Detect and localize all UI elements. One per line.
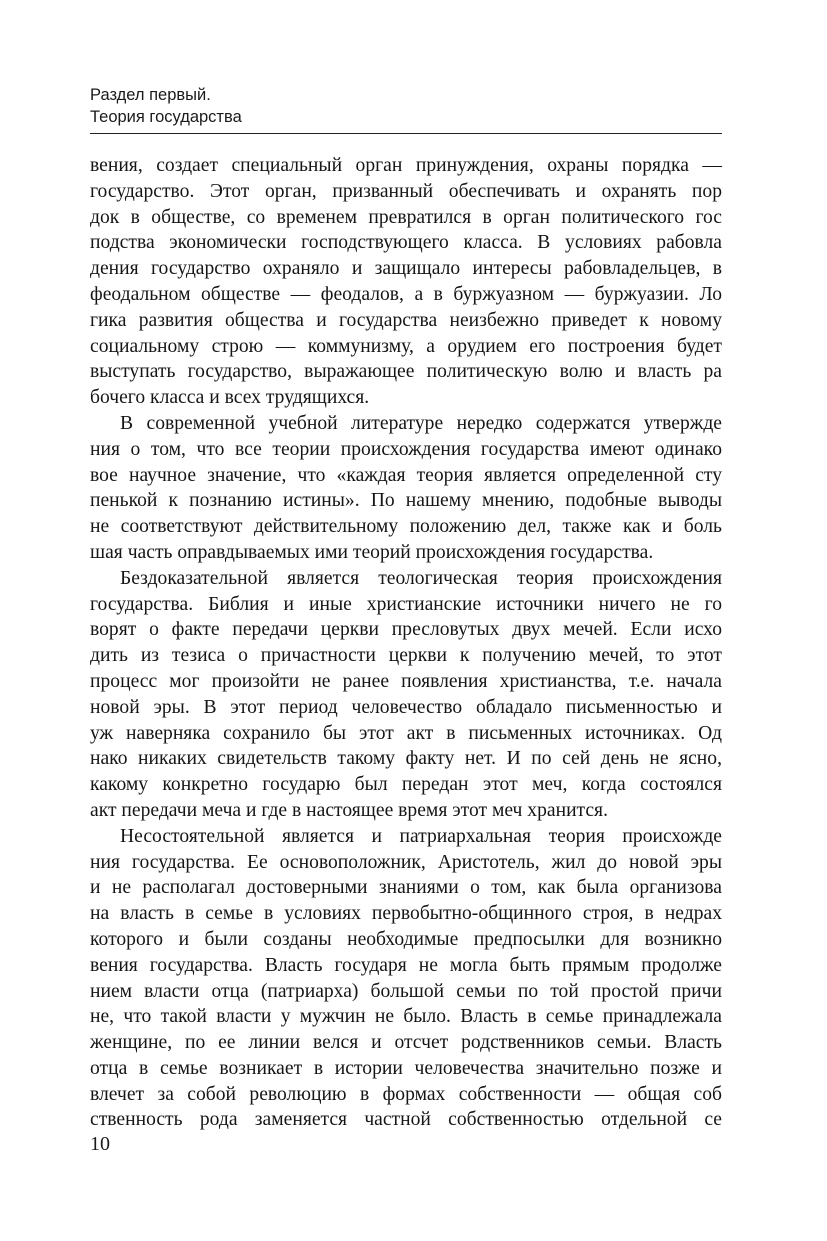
text-line: нако никаких свидетельств такому факту нет. И по сей день не ясно, <box>90 748 722 770</box>
text-line: шая часть оправдываемых ими теорий происхождения государства. <box>90 541 654 563</box>
paragraph <box>90 824 722 1134</box>
text-line: социальному строю — коммунизму, а орудием его построения будет <box>90 335 722 357</box>
page-number: 10 <box>90 1133 110 1155</box>
text-line: нием власти отца (патриарха) большой семьи по той простой причи <box>90 980 722 1002</box>
text-line: какому конкретно государю был передан этот меч, когда состоялся <box>90 774 722 796</box>
text-line: выступать государство, выражающее политическую волю и власть ра <box>90 361 722 383</box>
text-line: бочего класса и всех трудящихся. <box>90 387 370 409</box>
text-line: на власть в семье в условиях первобытно-общинного строя, в недрах <box>90 903 722 925</box>
text-line: пенькой к познанию истины». По нашему мнению, подобные выводы <box>90 490 722 512</box>
text-line: вения государства. Власть государя не могла быть прямым продолже <box>90 954 722 976</box>
text-line: В современной учебной литературе нередко содержатся утвержде <box>120 412 722 434</box>
text-line: процесс мог произойти не ранее появления христианства, т.е. начала <box>90 670 722 692</box>
text-line: подства экономически господствующего класса. В условиях рабовла <box>90 232 722 254</box>
text-line: влечет за собой революцию в формах собственности — общая соб <box>90 1083 722 1105</box>
text-line: дения государство охраняло и защищало интересы рабовладельцев, в <box>90 258 722 280</box>
body-text <box>90 153 722 1133</box>
text-line: отца в семье возникает в истории человечества значительно позже и <box>90 1057 722 1079</box>
text-line: акт передачи меча и где в настоящее время этот меч хранится. <box>90 799 608 821</box>
text-line: государство. Этот орган, призванный обеспечивать и охранять пор <box>90 180 722 202</box>
text-line: не соответствуют действительному положению дел, также как и боль <box>90 516 722 538</box>
running-head <box>90 84 722 128</box>
header-rule <box>90 133 722 134</box>
text-line: док в обществе, со временем превратился в орган политического гос <box>90 206 722 228</box>
text-line: дить из тезиса о причастности церкви к получению мечей, то этот <box>90 645 722 667</box>
paragraph <box>90 411 722 566</box>
text-line: феодальном обществе — феодалов, а в буржуазном — буржуазии. Ло <box>90 283 722 305</box>
text-line: ния государства. Ее основоположник, Аристотель, жил до новой эры <box>90 851 722 873</box>
text-line: ственность рода заменяется частной собственностью отдельной се <box>90 1109 722 1131</box>
text-line: ния о том, что все теории происхождения государства имеют одинако <box>90 438 722 460</box>
text-line: государства. Библия и иные христианские источники ничего не го <box>90 593 722 615</box>
text-line: уж наверняка сохранило бы этот акт в письменных источниках. Од <box>90 722 722 744</box>
text-line: не, что такой власти у мужчин не было. Власть в семье принадлежала <box>90 1006 722 1028</box>
text-line: вое научное значение, что «каждая теория является определенной сту <box>90 464 722 486</box>
text-line: Бездоказательной является теологическая теория происхождения <box>120 567 722 589</box>
running-head-title: Теория государства <box>90 108 242 126</box>
paragraph <box>90 153 722 411</box>
text-line: вения, создает специальный орган принуждения, охраны порядка — <box>90 155 722 176</box>
paragraph <box>90 566 722 824</box>
text-line: гика развития общества и государства неизбежно приведет к новому <box>90 309 722 331</box>
text-line: ворят о факте передачи церкви пресловутых двух мечей. Если исхо <box>90 619 722 641</box>
text-line: Несостоятельной является и патриархальная теория происхожде <box>120 825 722 847</box>
running-head-section: Раздел первый. <box>90 86 211 104</box>
text-line: женщине, по ее линии велся и отсчет родственников семьи. Власть <box>90 1032 722 1054</box>
text-line: новой эры. В этот период человечество обладало письменностью и <box>90 696 722 718</box>
text-line: которого и были созданы необходимые предпосылки для возникно <box>90 928 722 950</box>
text-line: и не располагал достоверными знаниями о том, как была организова <box>90 877 722 899</box>
